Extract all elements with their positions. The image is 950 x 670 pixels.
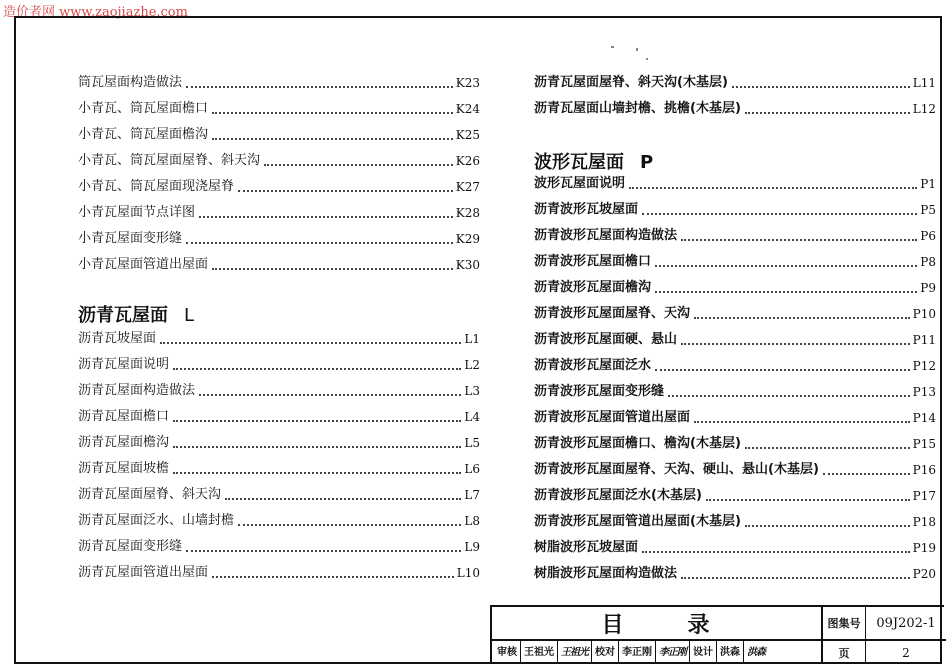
section-name: 波形瓦屋面 (534, 152, 624, 173)
scan-speck (646, 58, 648, 60)
toc-entry-page: L10 (456, 566, 480, 580)
toc-entry-title: 树脂波形瓦屋面构造做法 (534, 566, 678, 581)
toc-entry-title: 沥青瓦屋面坡檐 (78, 461, 170, 476)
toc-entry (78, 432, 480, 452)
dot-leader (681, 343, 910, 345)
toc-entry (78, 354, 480, 374)
toc-entry-page: P17 (912, 489, 936, 503)
dot-leader (212, 268, 453, 270)
toc-entry-page: P20 (912, 567, 936, 581)
toc-entry (534, 199, 936, 219)
signature-row (492, 641, 823, 664)
toc-entry-page: L12 (912, 102, 936, 116)
toc-entry-page: P16 (912, 463, 936, 477)
toc-entry-page: K30 (455, 258, 480, 272)
toc-entry-page: P1 (920, 177, 936, 191)
toc-entry (78, 150, 480, 170)
toc-entry-title: 沥青波形瓦屋面檐口、檐沟(木基层) (534, 436, 741, 451)
dot-leader (745, 525, 910, 527)
toc-entry-page: P15 (912, 437, 936, 451)
toc-entry (534, 563, 936, 583)
dot-leader (212, 576, 454, 578)
toc-entry-page: P9 (920, 281, 936, 295)
toc-entry-title: 沥青波形瓦屋面泛水(木基层) (534, 488, 702, 503)
toc-entry-title: 沥青波形瓦屋面硬、悬山 (534, 332, 678, 347)
toc-entry-page: K24 (455, 102, 480, 116)
toc-entry-title: 小青瓦屋面管道出屋面 (78, 257, 209, 272)
dot-leader (642, 551, 910, 553)
dot-leader (655, 369, 910, 371)
toc-entry-title: 沥青瓦屋面说明 (78, 357, 170, 372)
check-name: 李正刚 (619, 641, 656, 664)
toc-entry-title: 筒瓦屋面构造做法 (78, 75, 183, 90)
toc-entry-page: P13 (912, 385, 936, 399)
review-signature: 王祖光 (558, 641, 592, 664)
dot-leader (238, 190, 453, 192)
dot-leader (212, 138, 453, 140)
toc-entry-title: 沥青波形瓦屋面泛水 (534, 358, 652, 373)
toc-entry (78, 536, 480, 556)
dot-leader (173, 446, 461, 448)
drawing-frame (14, 16, 942, 664)
dot-leader (681, 577, 910, 579)
toc-entry-page: L9 (464, 540, 480, 554)
toc-entry-title: 沥青瓦屋面构造做法 (78, 383, 196, 398)
dot-leader (199, 216, 453, 218)
toc-entry (78, 484, 480, 504)
toc-entry (78, 98, 480, 118)
toc-entry (534, 173, 936, 193)
title-char: 目 (601, 612, 626, 638)
toc-entry-page: P11 (912, 333, 936, 347)
toc-entry (78, 254, 480, 274)
toc-entry-page: P19 (912, 541, 936, 555)
check-label: 校对 (592, 641, 619, 664)
toc-entry-page: L3 (464, 384, 480, 398)
toc-entry-page: P12 (912, 359, 936, 373)
toc-entry (534, 355, 936, 375)
toc-entry (534, 98, 936, 118)
toc-entry-title: 沥青瓦屋面山墙封檐、挑檐(木基层) (534, 101, 741, 116)
atlas-number: 09J202-1 (866, 607, 946, 641)
dot-leader (199, 394, 461, 396)
toc-entry-title: 树脂波形瓦坡屋面 (534, 540, 639, 555)
toc-entry (78, 124, 480, 144)
dot-leader (238, 524, 461, 526)
section-name: 沥青瓦屋面 (78, 305, 168, 326)
toc-entry-page: L11 (912, 76, 936, 90)
toc-entry-page: P14 (912, 411, 936, 425)
toc-entry (78, 228, 480, 248)
dot-leader (212, 112, 453, 114)
toc-entry (78, 458, 480, 478)
dot-leader (264, 164, 453, 166)
toc-entry-page: L6 (464, 462, 480, 476)
toc-entry-page: L7 (464, 488, 480, 502)
toc-entry-page: P18 (912, 515, 936, 529)
toc-entry-page: K25 (455, 128, 480, 142)
dot-leader (173, 420, 461, 422)
toc-entry (534, 303, 936, 323)
section-heading-l (78, 301, 194, 327)
review-name: 王祖光 (521, 641, 558, 664)
toc-entry-title: 小青瓦、筒瓦屋面檐口 (78, 101, 209, 116)
review-label: 审核 (494, 641, 521, 664)
toc-entry-page: P8 (920, 255, 936, 269)
toc-entry-title: 波形瓦屋面说明 (534, 176, 626, 191)
toc-entry-title: 沥青瓦屋面屋脊、斜天沟(木基层) (534, 75, 728, 90)
dot-leader (655, 291, 917, 293)
toc-entry (534, 459, 936, 479)
toc-entry-title: 沥青瓦屋面檐沟 (78, 435, 170, 450)
toc-entry-page: K23 (455, 76, 480, 90)
section-code: L (184, 305, 195, 326)
scan-speck (611, 46, 614, 48)
toc-entry-title: 小青瓦屋面节点详图 (78, 205, 196, 220)
toc-entry-title: 沥青瓦屋面檐口 (78, 409, 170, 424)
dot-leader (745, 447, 910, 449)
toc-entry (78, 562, 480, 582)
section-heading-p (534, 148, 653, 174)
toc-entry-title: 沥青波形瓦屋面管道出屋面 (534, 410, 691, 425)
toc-entry-page: K27 (455, 180, 480, 194)
toc-entry-page: P5 (920, 203, 936, 217)
page-label: 页 (823, 641, 866, 664)
toc-entry (534, 407, 936, 427)
toc-entry-title: 沥青瓦屋面管道出屋面 (78, 565, 209, 580)
toc-entry-title: 沥青瓦屋面泛水、山墙封檐 (78, 513, 235, 528)
section-code: P (640, 152, 654, 173)
toc-entry-title: 沥青波形瓦屋面构造做法 (534, 228, 678, 243)
page-number: 2 (902, 645, 910, 660)
dot-leader (706, 499, 910, 501)
toc-entry (534, 511, 936, 531)
toc-entry-title: 沥青瓦屋面屋脊、斜天沟 (78, 487, 222, 502)
toc-entry-page: L5 (464, 436, 480, 450)
toc-entry (534, 381, 936, 401)
check-signature: 李正刚 (656, 641, 690, 664)
toc-entry-title: 沥青波形瓦屋面屋脊、天沟、硬山、悬山(木基层) (534, 462, 819, 477)
toc-entry-page: L2 (464, 358, 480, 372)
toc-entry (534, 225, 936, 245)
dot-leader (642, 213, 917, 215)
toc-entry-page: P6 (920, 229, 936, 243)
dot-leader (173, 368, 461, 370)
toc-entry (78, 202, 480, 222)
toc-entry-title: 沥青波形瓦屋面管道出屋面(木基层) (534, 514, 741, 529)
toc-entry-page: K28 (455, 206, 480, 220)
toc-entry (78, 72, 480, 92)
dot-leader (186, 242, 453, 244)
title-block (490, 605, 944, 664)
toc-entry-title: 小青瓦、筒瓦屋面屋脊、斜天沟 (78, 153, 261, 168)
toc-entry (534, 485, 936, 505)
toc-entry (78, 406, 480, 426)
dot-leader (694, 421, 910, 423)
dot-leader (225, 498, 461, 500)
toc-entry (534, 72, 936, 92)
toc-entry-page: K26 (455, 154, 480, 168)
toc-entry-title: 小青瓦、筒瓦屋面现浇屋脊 (78, 179, 235, 194)
toc-entry-title: 沥青波形瓦屋面屋脊、天沟 (534, 306, 691, 321)
toc-entry-title: 沥青波形瓦屋面檐沟 (534, 280, 652, 295)
toc-entry-title: 小青瓦屋面变形缝 (78, 231, 183, 246)
dot-leader (160, 342, 461, 344)
dot-leader (668, 395, 910, 397)
toc-entry (534, 537, 936, 557)
dot-leader (823, 473, 910, 475)
scan-speck (636, 48, 638, 51)
design-name: 洪森 (717, 641, 744, 664)
design-signature: 洪森 (747, 647, 765, 658)
toc-entry (534, 329, 936, 349)
dot-leader (186, 86, 453, 88)
atlas-number-label: 图集号 (823, 607, 866, 641)
dot-leader (655, 265, 917, 267)
toc-entry (78, 510, 480, 530)
dot-leader (694, 317, 910, 319)
toc-entry-page: P10 (912, 307, 936, 321)
toc-entry-title: 沥青波形瓦屋面檐口 (534, 254, 652, 269)
title-block-title (492, 607, 823, 641)
title-char: 录 (687, 612, 712, 638)
toc-entry-page: L8 (464, 514, 480, 528)
dot-leader (173, 472, 461, 474)
toc-entry (534, 433, 936, 453)
dot-leader (629, 187, 917, 189)
toc-entry-title: 沥青波形瓦坡屋面 (534, 202, 639, 217)
toc-entry (78, 176, 480, 196)
dot-leader (186, 550, 461, 552)
toc-entry-title: 沥青瓦坡屋面 (78, 331, 157, 346)
toc-entry-page: L4 (464, 410, 480, 424)
toc-entry-title: 小青瓦、筒瓦屋面檐沟 (78, 127, 209, 142)
toc-entry (534, 277, 936, 297)
dot-leader (745, 112, 910, 114)
dot-leader (732, 86, 910, 88)
toc-entry (78, 328, 480, 348)
toc-entry (534, 251, 936, 271)
toc-entry-title: 沥青瓦屋面变形缝 (78, 539, 183, 554)
toc-entry-title: 沥青波形瓦屋面变形缝 (534, 384, 665, 399)
toc-entry-page: L1 (464, 332, 480, 346)
watermark: 造价者网 www.zaojiazhe.com (3, 5, 188, 20)
toc-entry-page: K29 (455, 232, 480, 246)
toc-entry (78, 380, 480, 400)
design-label: 设计 (690, 641, 717, 664)
dot-leader (681, 239, 917, 241)
